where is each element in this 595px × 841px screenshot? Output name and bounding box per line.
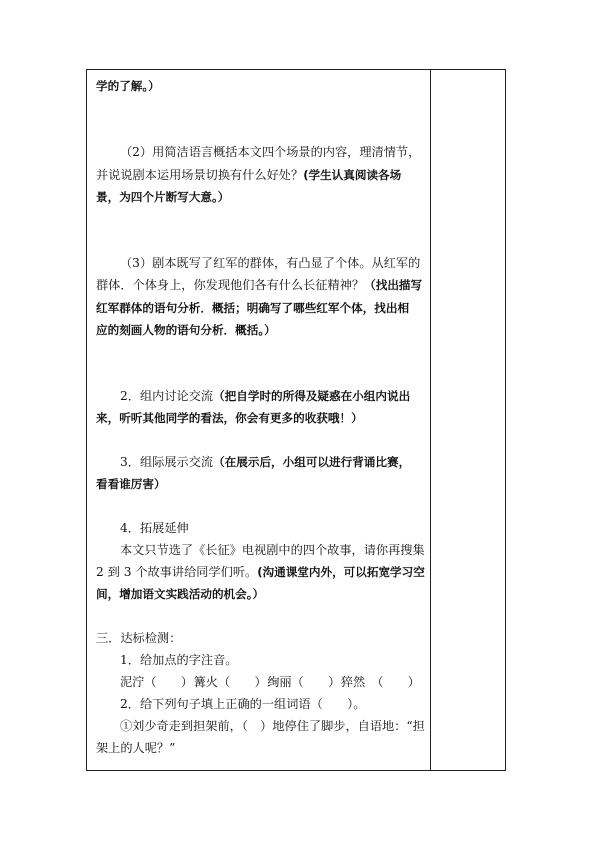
question-3-line: 应的刻画人物的语句分析．概括。） bbox=[96, 323, 276, 337]
question-2-line: （2）用简洁语言概括本文四个场景的内容，理清情节， bbox=[120, 145, 421, 159]
task-1-item: 泥泞（ ） bbox=[120, 675, 194, 689]
part-3-title: 三．达标检测： bbox=[96, 631, 182, 645]
step-4-line: 本文只节选了《长征》电视剧中的四个故事，请你再搜集 bbox=[120, 543, 425, 557]
task-1-item: 篝火（ ） bbox=[193, 675, 267, 689]
step-2-line: 2．组内讨论交流（把自学时的所得及疑惑在小组内说出 bbox=[120, 389, 411, 403]
paragraph-line: 学的了解。） bbox=[96, 79, 160, 93]
step-2-line: 来，听听其他同学的看法，你会有更多的收获哦！） bbox=[96, 411, 363, 425]
step-4-line: 2 到 3 个故事讲给同学们听。(沟通课堂内外，可以拓宽学习空 bbox=[96, 565, 425, 579]
step-4-title: 4．拓展延伸 bbox=[120, 521, 189, 535]
question-3-line: 群体．个体身上，你发现他们各有什么长征精神？（找出描写 bbox=[96, 278, 423, 292]
question-2-line: 景，为四个片断写大意。） bbox=[96, 190, 230, 204]
question-2-line: 并说说剧本运用场景切换有什么好处？(学生认真阅读各场 bbox=[96, 168, 402, 182]
step-4-line: 间，增加语文实践活动的机会。） bbox=[96, 587, 265, 601]
task-2-line: ①刘少奇走到担架前，（ ）地停住了脚步，自语地：“担 bbox=[120, 719, 425, 733]
task-1-item: 绚丽（ ） bbox=[267, 675, 341, 689]
task-2-title: 2．给下列句子填上正确的一组词语（ ）。 bbox=[120, 697, 366, 711]
question-3-line: （3）剧本既写了红军的群体，有凸显了个体。从红军的 bbox=[120, 256, 421, 270]
question-3-line: 红军群体的语句分析．概括；明确写了哪些红军个体，找出相 bbox=[96, 301, 410, 315]
step-3-line: 3．组际展示交流（在展示后，小组可以进行背诵比赛， bbox=[120, 455, 411, 469]
task-1-title: 1．给加点的字注音。 bbox=[120, 653, 238, 667]
task-2-line: 架上的人呢？” bbox=[96, 741, 176, 755]
task-1-item: 猝然 （ ） bbox=[340, 675, 420, 689]
step-3-line: 看看谁厉害） bbox=[96, 477, 166, 491]
task-1-items bbox=[96, 674, 450, 690]
